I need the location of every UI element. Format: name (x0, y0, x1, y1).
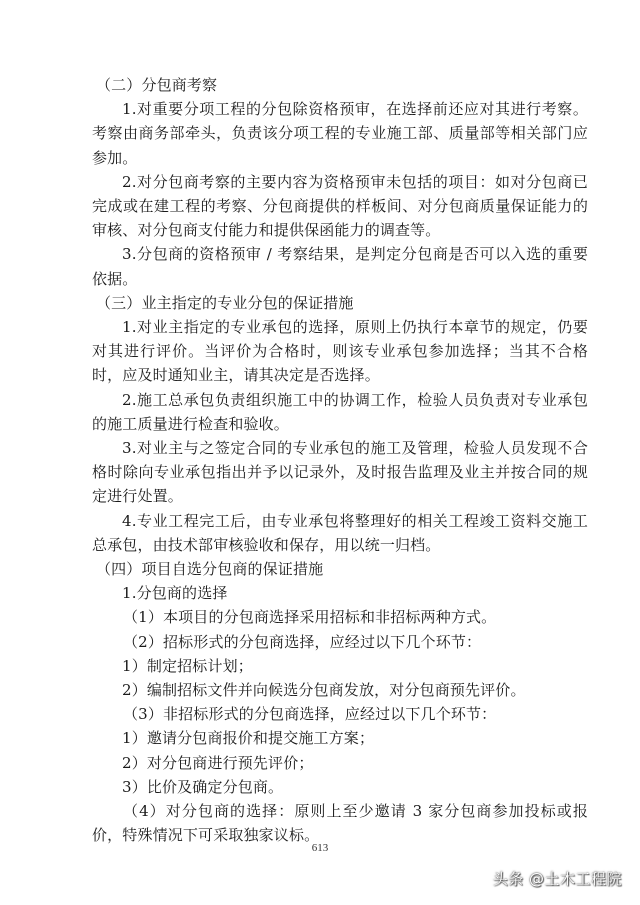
paragraph: 2.施工总承包负责组织施工中的协调工作，检验人员负责对专业承包的施工质量进行检查和验收。 (92, 390, 588, 433)
paragraph: 1.对业主指定的专业承包的选择，原则上仍执行本章节的规定，仍要对其进行评价。当评价为合格时，则该专业承包参加选择；当其不合格时，应及时通知业主，请其决定是否选择。 (92, 318, 588, 385)
section-heading: （三）业主指定的专业分包的保证措施 (96, 293, 354, 312)
list-item: （4）对分包商的选择：原则上至少邀请 3 家分包商参加投标或报价，特殊情况下可采取独家议标。 (92, 802, 588, 845)
subsection-heading: 1.分包商的选择 (122, 584, 228, 603)
list-item: 1）邀请分包商报价和提交施工方案； (122, 729, 375, 748)
list-item: 2）编制招标文件并向候选分包商发放，对分包商预先评价。 (122, 681, 526, 700)
document-body (92, 73, 588, 848)
list-item: 1）制定招标计划； (122, 656, 253, 675)
paragraph: 3.分包商的资格预审 / 考察结果，是判定分包商是否可以入选的重要依据。 (92, 245, 588, 288)
watermark: 头条 @土木工程院 (492, 870, 622, 888)
page-number: 613 (311, 842, 329, 854)
list-item: （1）本项目的分包商选择采用招标和非招标两种方式。 (123, 608, 497, 627)
list-item: （2）招标形式的分包商选择，应经过以下几个环节： (123, 632, 482, 651)
section-heading: （四）项目自选分包商的保证措施 (96, 560, 324, 579)
paragraph: 4.专业工程完工后，由专业承包将整理好的相关工程竣工资料交施工总承包，由技术部审核验收和保存，用以统一归档。 (92, 511, 588, 554)
list-item: （3）非招标形式的分包商选择，应经过以下几个环节： (123, 705, 497, 724)
list-item: 2）对分包商进行预先评价； (122, 753, 314, 772)
paragraph: 1.对重要分项工程的分包除资格预审，在选择前还应对其进行考察。考察由商务部牵头，负责该分项工程的专业施工部、质量部等相关部门应参加。 (92, 100, 588, 167)
paragraph: 2.对分包商考察的主要内容为资格预审未包括的项目：如对分包商已完成或在建工程的考察、分包商提供的样板间、对分包商质量保证能力的审核、对分包商支付能力和提供保函能力的调查等。 (92, 172, 588, 240)
list-item: 3）比价及确定分包商。 (122, 777, 284, 796)
paragraph: 3.对业主与之签定合同的专业承包的施工及管理，检验人员发现不合格时除向专业承包指出并予以记录外，及时报告监理及业主并按合同的规定进行处置。 (92, 439, 588, 506)
section-heading: （二）分包商考察 (96, 76, 218, 94)
